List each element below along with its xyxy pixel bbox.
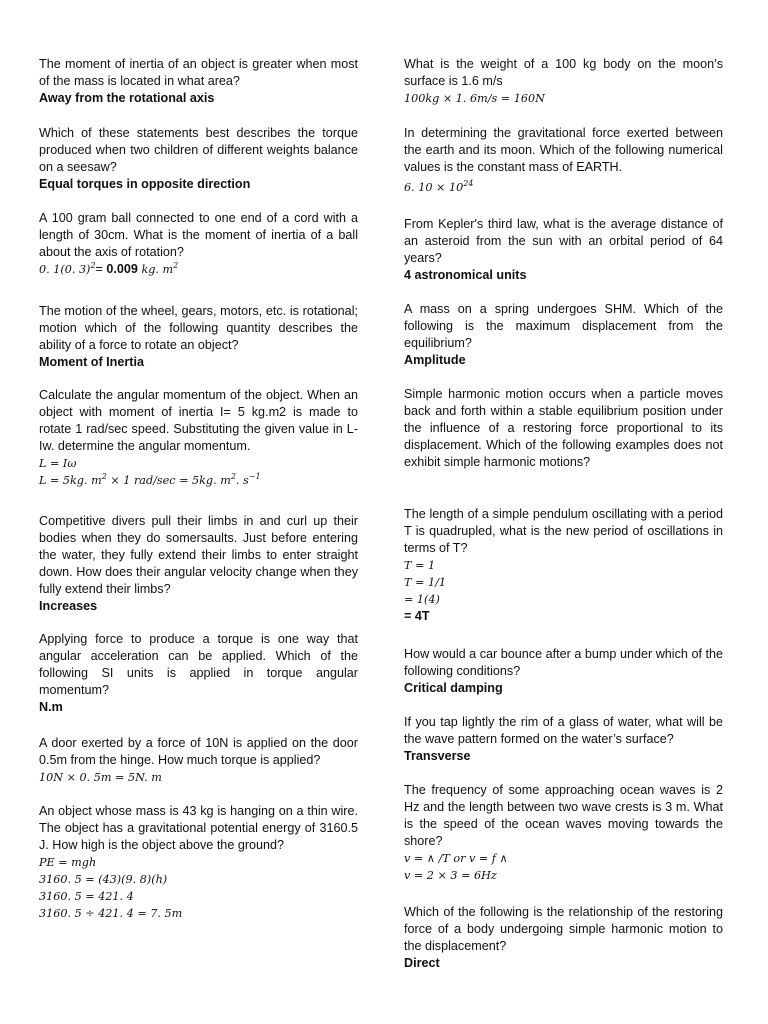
math-expression: 3160. 5 ÷ 421. 4 = 7. 5m — [39, 907, 183, 920]
question-block — [404, 301, 723, 369]
math-expression: L = 5kg. $m^2 \times 1$ rad/sec = 5kg. $m^2$. $s^{-1}$ — [39, 472, 261, 487]
math-expression: 0. 1(0. 3)$^2$= 0.009 kg. $m^2$ — [39, 261, 179, 276]
question-text: Calculate the angular momentum of the object. When an object with moment of inertia I= 5 kg.m2 is made to rotate 1 rad/sec speed. Substituting the given value in L-Iw. determine the angular momentum. — [39, 388, 358, 453]
answer-text: Direct — [404, 956, 440, 970]
question-block — [404, 125, 723, 196]
question-block — [39, 513, 358, 615]
question-block — [404, 506, 723, 625]
question-text: The motion of the wheel, gears, motors, etc. is rotational; motion which of the following quantity describes the ability of a force to rotate an object? — [39, 304, 358, 352]
question-text: A 100 gram ball connected to one end of a cord with a length of 30cm. What is the moment of inertia of a ball about the axis of rotation? — [39, 211, 358, 259]
math-expression: v = ∧ /T or v = f ∧ — [404, 852, 508, 865]
answer-text: Equal torques in opposite direction — [39, 177, 251, 191]
question-text: What is the weight of a 100 kg body on the moon’s surface is 1.6 m/s — [404, 57, 723, 88]
question-block — [404, 386, 723, 471]
answer-text: = 4T — [404, 609, 430, 623]
answer-text: 4 astronomical units — [404, 268, 527, 282]
question-text: Simple harmonic motion occurs when a particle moves back and forth within a stable equilibrium position under the influence of a restoring force proportional to its displacement. Which of the following examples does not exhibit simple harmonic motions? — [404, 387, 723, 469]
question-text: Which of these statements best describes the torque produced when two children of different weights balance on a seesaw? — [39, 126, 358, 174]
math-expression: v = 2 × 3 = 6Hz — [404, 869, 497, 882]
question-block — [39, 803, 358, 922]
question-text: From Kepler's third law, what is the average distance of an asteroid from the sun with an orbital period of 64 years? — [404, 217, 723, 265]
math-expression: = 1(4) — [404, 593, 440, 606]
question-block — [39, 303, 358, 371]
math-expression: 100kg × 1. 6m/s = 160N — [404, 92, 545, 105]
question-block — [404, 56, 723, 107]
math-expression: PE = mgh — [39, 856, 97, 869]
question-block — [39, 735, 358, 786]
math-expression: 3160. 5 = 421. 4 — [39, 890, 134, 903]
question-text: A mass on a spring undergoes SHM. Which of the following is the maximum displacement from the equilibrium? — [404, 302, 723, 350]
question-block — [39, 631, 358, 716]
question-block — [39, 387, 358, 489]
math-expression: 3160. 5 = (43)(9. 8)(h) — [39, 873, 168, 886]
question-block — [39, 210, 358, 278]
question-block — [39, 125, 358, 193]
question-text: The length of a simple pendulum oscillating with a period T is quadrupled, what is the new period of oscillations in terms of T? — [404, 507, 723, 555]
answer-text: Critical damping — [404, 681, 503, 695]
question-block — [404, 646, 723, 697]
answer-text: Amplitude — [404, 353, 466, 367]
question-text: The frequency of some approaching ocean waves is 2 Hz and the length between two wave crests is 3 m. What is the speed of the ocean waves moving towards the shore? — [404, 783, 723, 848]
question-text: Applying force to produce a torque is one way that angular acceleration can be applied. Which of the following SI units is applied in torque angular momentum? — [39, 632, 358, 697]
question-block — [39, 56, 358, 107]
question-block — [404, 714, 723, 765]
question-text: An object whose mass is 43 kg is hanging on a thin wire. The object has a gravitational potential energy of 3160.5 J. How high is the object above the ground? — [39, 804, 358, 852]
math-expression: T = 1/1 — [404, 576, 446, 589]
answer-text: N.m — [39, 700, 63, 714]
answer-text: Increases — [39, 599, 98, 613]
question-text: If you tap lightly the rim of a glass of water, what will be the wave pattern formed on the water’s surface? — [404, 715, 723, 746]
answer-text: Moment of Inertia — [39, 355, 144, 369]
question-text: In determining the gravitational force exerted between the earth and its moon. Which of the following numerical values is the constant mass of EARTH. — [404, 126, 723, 174]
math-expression: L = Iω — [39, 457, 77, 470]
question-text: Which of the following is the relationship of the restoring force of a body undergoing simple harmonic motion to the displacement? — [404, 905, 723, 953]
math-expression: 10N × 0. 5m = 5N. m — [39, 771, 162, 784]
math-expression: T = 1 — [404, 559, 436, 572]
question-text: Competitive divers pull their limbs in and curl up their bodies when they do somersaults. Just before entering the water, they fully extend their limbs to enter straight down. How does their angular velocity change when they fully extend their limbs? — [39, 514, 358, 596]
question-block — [404, 904, 723, 972]
answer-text: Away from the rotational axis — [39, 91, 215, 105]
question-block — [404, 216, 723, 284]
question-block — [404, 782, 723, 884]
math-expression: 6. $10 \times 10^{24}$ — [404, 179, 474, 194]
answer-text: Transverse — [404, 749, 471, 763]
question-text: A door exerted by a force of 10N is applied on the door 0.5m from the hinge. How much torque is applied? — [39, 736, 358, 767]
question-text: How would a car bounce after a bump under which of the following conditions? — [404, 647, 723, 678]
question-text: The moment of inertia of an object is greater when most of the mass is located in what area? — [39, 57, 358, 88]
